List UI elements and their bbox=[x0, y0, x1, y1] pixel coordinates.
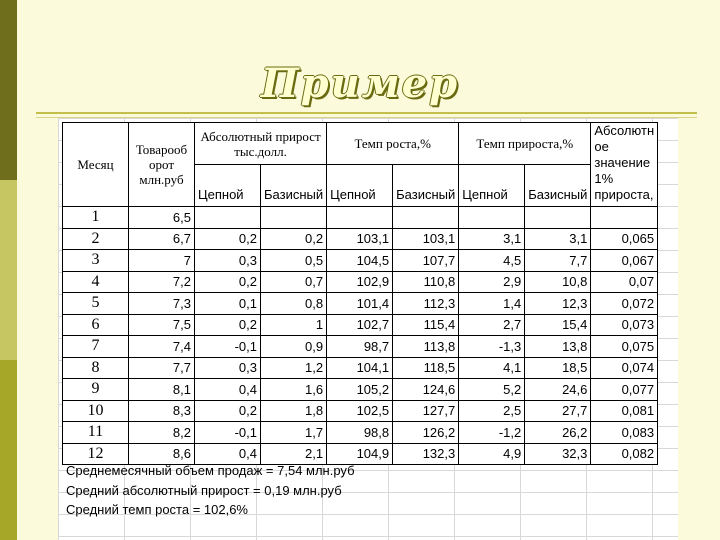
table-row bbox=[63, 228, 658, 250]
value-cell bbox=[393, 207, 459, 229]
value-cell: 101,4 bbox=[327, 293, 393, 315]
value-cell: 32,3 bbox=[525, 443, 591, 465]
value-cell: 0,073 bbox=[591, 314, 658, 336]
value-cell: 18,5 bbox=[525, 357, 591, 379]
value-cell: 1,2 bbox=[261, 357, 327, 379]
month-cell: 5 bbox=[63, 293, 129, 315]
table-row bbox=[63, 400, 658, 422]
value-cell: 0,7 bbox=[261, 271, 327, 293]
value-cell: 113,8 bbox=[393, 336, 459, 358]
side-band-mid bbox=[0, 360, 17, 540]
value-cell: 98,8 bbox=[327, 422, 393, 444]
value-cell: 8,3 bbox=[129, 400, 195, 422]
header-base-growth: Базисный bbox=[393, 165, 459, 207]
table-row bbox=[63, 250, 658, 272]
value-cell: 0,083 bbox=[591, 422, 658, 444]
month-cell: 12 bbox=[63, 443, 129, 465]
value-cell: 1,4 bbox=[459, 293, 525, 315]
value-cell: 15,4 bbox=[525, 314, 591, 336]
month-cell: 3 bbox=[63, 250, 129, 272]
value-cell: -1,2 bbox=[459, 422, 525, 444]
table-row bbox=[63, 336, 658, 358]
month-cell: 4 bbox=[63, 271, 129, 293]
summary-avg-volume: Среднемесячный объем продаж = 7,54 млн.руб bbox=[66, 463, 355, 478]
value-cell: 0,1 bbox=[195, 293, 261, 315]
value-cell: 4,1 bbox=[459, 357, 525, 379]
value-cell bbox=[327, 207, 393, 229]
value-cell: 0,9 bbox=[261, 336, 327, 358]
value-cell: 7,3 bbox=[129, 293, 195, 315]
table-row bbox=[63, 271, 658, 293]
value-cell: 2,7 bbox=[459, 314, 525, 336]
value-cell: 6,5 bbox=[129, 207, 195, 229]
title-rule bbox=[36, 112, 697, 114]
side-band-light bbox=[0, 180, 17, 360]
value-cell: 103,1 bbox=[393, 228, 459, 250]
table-body bbox=[63, 207, 658, 465]
value-cell: 8,6 bbox=[129, 443, 195, 465]
month-cell: 11 bbox=[63, 422, 129, 444]
month-cell: 8 bbox=[63, 357, 129, 379]
value-cell: 0,2 bbox=[261, 228, 327, 250]
value-cell bbox=[525, 207, 591, 229]
value-cell: 0,081 bbox=[591, 400, 658, 422]
value-cell: 2,5 bbox=[459, 400, 525, 422]
value-cell: 98,7 bbox=[327, 336, 393, 358]
value-cell: 7 bbox=[129, 250, 195, 272]
value-cell: 7,2 bbox=[129, 271, 195, 293]
value-cell: 2,1 bbox=[261, 443, 327, 465]
value-cell: 0,072 bbox=[591, 293, 658, 315]
value-cell: 4,9 bbox=[459, 443, 525, 465]
value-cell: 102,5 bbox=[327, 400, 393, 422]
value-cell: 8,1 bbox=[129, 379, 195, 401]
header-chain-growth: Цепной bbox=[327, 165, 393, 207]
value-cell: 105,2 bbox=[327, 379, 393, 401]
month-cell: 7 bbox=[63, 336, 129, 358]
value-cell: 103,1 bbox=[327, 228, 393, 250]
value-cell: 7,7 bbox=[525, 250, 591, 272]
value-cell: 0,3 bbox=[195, 250, 261, 272]
value-cell: 0,4 bbox=[195, 379, 261, 401]
value-cell: -0,1 bbox=[195, 336, 261, 358]
value-cell bbox=[591, 207, 658, 229]
value-cell: 102,9 bbox=[327, 271, 393, 293]
header-row-top bbox=[63, 123, 658, 165]
table-row bbox=[63, 357, 658, 379]
value-cell: 126,2 bbox=[393, 422, 459, 444]
header-chain-increase: Цепной bbox=[459, 165, 525, 207]
value-cell: 102,7 bbox=[327, 314, 393, 336]
header-growth-rate: Темп роста,% bbox=[327, 123, 459, 165]
month-cell: 2 bbox=[63, 228, 129, 250]
header-base-abs: Базисный bbox=[261, 165, 327, 207]
value-cell: 24,6 bbox=[525, 379, 591, 401]
value-cell: 2,9 bbox=[459, 271, 525, 293]
value-cell: 0,2 bbox=[195, 314, 261, 336]
value-cell: 1,7 bbox=[261, 422, 327, 444]
value-cell: 3,1 bbox=[459, 228, 525, 250]
value-cell: 0,074 bbox=[591, 357, 658, 379]
value-cell: -1,3 bbox=[459, 336, 525, 358]
summary-avg-abs-growth: Средний абсолютный прирост = 0,19 млн.руб bbox=[66, 483, 342, 498]
value-cell: 0,065 bbox=[591, 228, 658, 250]
value-cell: 1,6 bbox=[261, 379, 327, 401]
table-row bbox=[63, 422, 658, 444]
value-cell: 0,07 bbox=[591, 271, 658, 293]
value-cell: 127,7 bbox=[393, 400, 459, 422]
summary-avg-growth-rate: Средний темп роста = 102,6% bbox=[66, 502, 248, 517]
value-cell: 0,2 bbox=[195, 228, 261, 250]
value-cell: 3,1 bbox=[525, 228, 591, 250]
value-cell: -0,1 bbox=[195, 422, 261, 444]
value-cell: 5,2 bbox=[459, 379, 525, 401]
value-cell bbox=[459, 207, 525, 229]
value-cell: 104,5 bbox=[327, 250, 393, 272]
table-row bbox=[63, 379, 658, 401]
value-cell: 124,6 bbox=[393, 379, 459, 401]
value-cell: 7,5 bbox=[129, 314, 195, 336]
value-cell: 8,2 bbox=[129, 422, 195, 444]
value-cell: 0,067 bbox=[591, 250, 658, 272]
value-cell: 0,082 bbox=[591, 443, 658, 465]
header-increase-rate: Темп прироста,% bbox=[459, 123, 591, 165]
month-cell: 6 bbox=[63, 314, 129, 336]
header-abs-growth: Абсолютный прирост тыс.долл. bbox=[195, 123, 327, 165]
spreadsheet bbox=[58, 118, 678, 540]
value-cell: 12,3 bbox=[525, 293, 591, 315]
value-cell: 7,7 bbox=[129, 357, 195, 379]
value-cell: 0,077 bbox=[591, 379, 658, 401]
value-cell: 6,7 bbox=[129, 228, 195, 250]
value-cell: 0,4 bbox=[195, 443, 261, 465]
value-cell: 4,5 bbox=[459, 250, 525, 272]
value-cell: 104,1 bbox=[327, 357, 393, 379]
value-cell: 115,4 bbox=[393, 314, 459, 336]
value-cell: 0,075 bbox=[591, 336, 658, 358]
value-cell: 13,8 bbox=[525, 336, 591, 358]
value-cell bbox=[261, 207, 327, 229]
slide-title: Пример bbox=[260, 60, 460, 107]
value-cell: 0,5 bbox=[261, 250, 327, 272]
value-cell: 110,8 bbox=[393, 271, 459, 293]
value-cell: 107,7 bbox=[393, 250, 459, 272]
value-cell: 26,2 bbox=[525, 422, 591, 444]
header-month: Месяц bbox=[63, 123, 129, 207]
value-cell: 132,3 bbox=[393, 443, 459, 465]
value-cell: 0,2 bbox=[195, 271, 261, 293]
value-cell: 0,8 bbox=[261, 293, 327, 315]
month-cell: 10 bbox=[63, 400, 129, 422]
value-cell: 118,5 bbox=[393, 357, 459, 379]
value-cell: 1 bbox=[261, 314, 327, 336]
value-cell: 0,2 bbox=[195, 400, 261, 422]
value-cell: 1,8 bbox=[261, 400, 327, 422]
table-row bbox=[63, 293, 658, 315]
value-cell: 112,3 bbox=[393, 293, 459, 315]
header-turnover: Товарооб орот млн.руб bbox=[129, 123, 195, 207]
value-cell bbox=[195, 207, 261, 229]
table-row bbox=[63, 207, 658, 229]
header-chain-abs: Цепной bbox=[195, 165, 261, 207]
table-row bbox=[63, 443, 658, 465]
header-base-increase: Базисный bbox=[525, 165, 591, 207]
value-cell: 104,9 bbox=[327, 443, 393, 465]
value-cell: 10,8 bbox=[525, 271, 591, 293]
data-table bbox=[62, 122, 658, 465]
value-cell: 0,3 bbox=[195, 357, 261, 379]
value-cell: 7,4 bbox=[129, 336, 195, 358]
value-cell: 27,7 bbox=[525, 400, 591, 422]
month-cell: 9 bbox=[63, 379, 129, 401]
month-cell: 1 bbox=[63, 207, 129, 229]
header-abs-value: Абсолютн ое значение 1% прироста, bbox=[591, 123, 658, 207]
table-row bbox=[63, 314, 658, 336]
